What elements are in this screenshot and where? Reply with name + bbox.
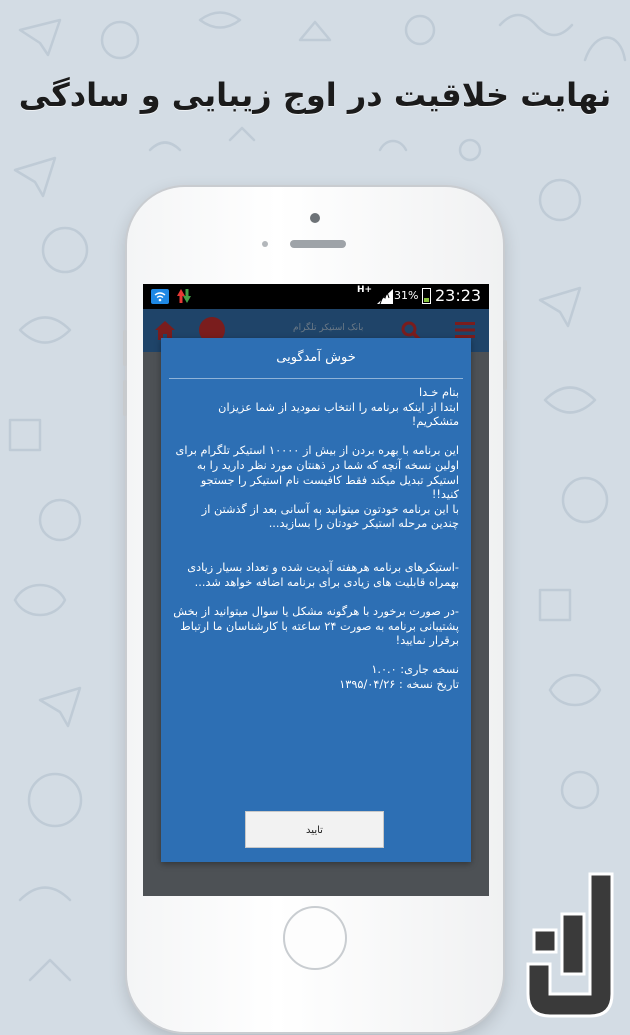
phone-side-button bbox=[123, 380, 127, 416]
front-camera bbox=[310, 213, 320, 223]
battery-icon bbox=[422, 288, 431, 304]
dialog-divider bbox=[169, 378, 463, 379]
network-type: H+ bbox=[357, 285, 373, 295]
proximity-sensor bbox=[262, 241, 268, 247]
wifi-icon bbox=[151, 289, 169, 304]
dialog-message: بنام خـدا ابتدا از اینکه برنامه را انتخاب نمودید از شما عزیزان متشکریم! این برنامه با بهره بردن از بیش از ۱۰۰۰۰ استیکر تلگرام برای اولین نسخه آنچه که شما در ذهنتان مورد نظر دارید را به استیکر تبدیل میکند فقط کافیست نام استیکر را جستجو کنید!! با این برنامه خودتون میتوانید به آسانی بعد از گذشتن از چندین مرحله استیکر خودتان را بسازید... -استیکرهای برنامه هرهفته آپدیت شده و تعداد بسیار زیادی بهمراه قابلیت های زیادی برای برنامه اضافه خواهد شد... -در صورت برخورد با هرگونه مشکل یا سوال میتوانید از بخش پشتیبانی برنامه به صورت ۲۴ ساعته با کارشناسان ما ارتباط برقرار نمایید! نسخه جاری: ۱.۰.۰ تاریخ نسخه : ۱۳۹۵/۰۴/۲۶ bbox=[173, 386, 459, 691]
battery-percent: 31% bbox=[394, 289, 419, 302]
status-bar bbox=[143, 284, 489, 309]
signal-icon bbox=[377, 289, 393, 304]
menu-icon[interactable] bbox=[455, 322, 475, 338]
phone-screen bbox=[143, 284, 489, 896]
dialog-title: خوش آمدگویی bbox=[276, 350, 356, 365]
app-title: بانک استیکر تلگرام bbox=[293, 323, 364, 333]
earpiece-speaker bbox=[290, 240, 346, 248]
phone-side-button bbox=[503, 340, 507, 390]
battery-level-fill bbox=[424, 298, 429, 302]
app-store-logo bbox=[520, 870, 626, 1020]
phone-side-button bbox=[123, 330, 127, 366]
home-button[interactable] bbox=[283, 906, 347, 970]
download-arrows-icon bbox=[175, 288, 193, 304]
confirm-button[interactable]: تایید bbox=[245, 811, 384, 848]
status-clock: 23:23 bbox=[435, 286, 482, 305]
welcome-dialog bbox=[161, 338, 471, 862]
headline: نهایت خلاقیت در اوج زیبایی و سادگی bbox=[18, 76, 612, 114]
